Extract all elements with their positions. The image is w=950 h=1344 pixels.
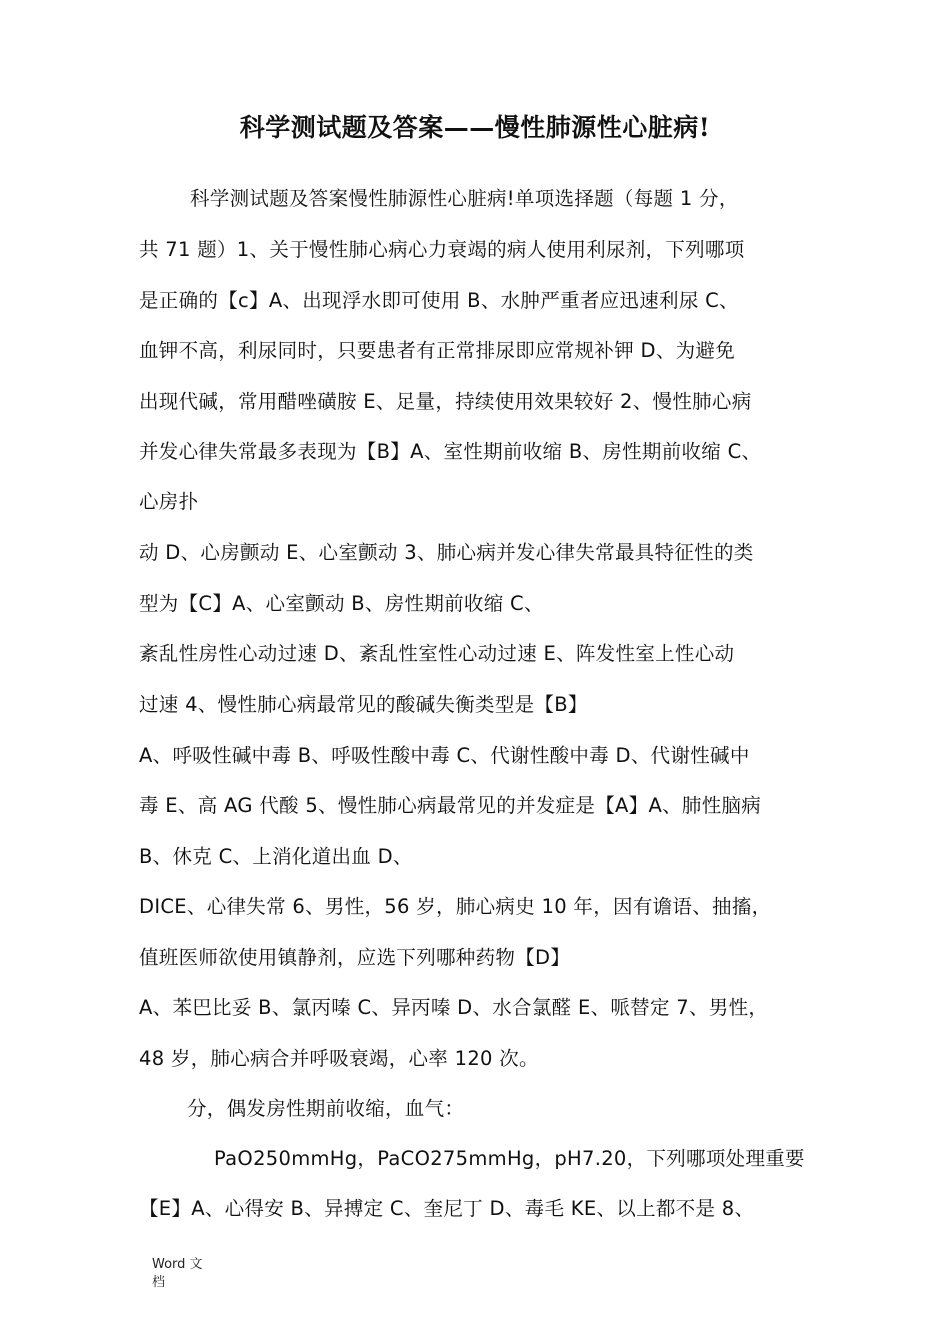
body-line-11: 过速 4、慢性肺心病最常见的酸碱失衡类型是【B】 bbox=[139, 693, 588, 716]
body-line-1: 科学测试题及答案慢性肺源性心脏病!单项选择题（每题 1 分， bbox=[190, 187, 739, 210]
body-line-6: 并发心律失常最多表现为【B】A、室性期前收缩 B、房性期前收缩 C、 bbox=[139, 440, 762, 463]
body-line-8: 动 D、心房颤动 E、心室颤动 3、肺心病并发心律失常最具特征性的类 bbox=[139, 541, 754, 564]
footer-line-2: 档 bbox=[152, 1275, 166, 1290]
body-line-21: 【E】A、心得安 B、异搏定 C、奎尼丁 D、毒毛 KE、以上都不是 8、 bbox=[139, 1197, 755, 1220]
body-line-13: 毒 E、高 AG 代酸 5、慢性肺心病最常见的并发症是【A】A、肺性脑病 bbox=[139, 794, 762, 817]
body-line-2: 共 71 题）1、关于慢性肺心病心力衰竭的病人使用利尿剂，下列哪项 bbox=[139, 238, 745, 261]
document-title: 科学测试题及答案——慢性肺源性心脏病! bbox=[239, 113, 711, 142]
body-line-9: 型为【C】A、心室颤动 B、房性期前收缩 C、 bbox=[139, 592, 544, 615]
page-footer bbox=[152, 1256, 203, 1292]
body-line-5: 出现代碱，常用醋唑磺胺 E、足量，持续使用效果较好 2、慢性肺心病 bbox=[139, 390, 752, 413]
body-line-16: 值班医师欲使用镇静剂，应选下列哪种药物【D】 bbox=[139, 946, 571, 969]
body-line-18: 48 岁，肺心病合并呼吸衰竭，心率 120 次。 bbox=[139, 1047, 539, 1070]
body-line-17: A、苯巴比妥 B、氯丙嗪 C、异丙嗪 D、水合氯醛 E、哌替定 7、男性， bbox=[139, 996, 769, 1019]
body-line-3: 是正确的【c】A、出现浮水即可使用 B、水肿严重者应迅速利尿 C、 bbox=[139, 289, 739, 312]
body-line-14: B、休克 C、上消化道出血 D、 bbox=[139, 845, 413, 868]
body-line-15: DICE、心律失常 6、男性，56 岁，肺心病史 10 年，因有谵语、抽搐， bbox=[139, 895, 772, 918]
body-line-20: PaO250mmHg，PaCO275mmHg，pH7.20，下列哪项处理重要 bbox=[214, 1147, 805, 1170]
body-line-4: 血钾不高，利尿同时，只要患者有正常排尿即应常规补钾 D、为避免 bbox=[139, 339, 736, 362]
footer-line-1: Word 文 bbox=[152, 1257, 203, 1272]
body-line-7: 心房扑 bbox=[139, 490, 199, 513]
body-line-12: A、呼吸性碱中毒 B、呼吸性酸中毒 C、代谢性酸中毒 D、代谢性碱中 bbox=[139, 744, 750, 767]
body-line-19: 分，偶发房性期前收缩，血气： bbox=[187, 1097, 465, 1120]
body-line-10: 紊乱性房性心动过速 D、紊乱性室性心动过速 E、阵发性室上性心动 bbox=[139, 642, 735, 665]
